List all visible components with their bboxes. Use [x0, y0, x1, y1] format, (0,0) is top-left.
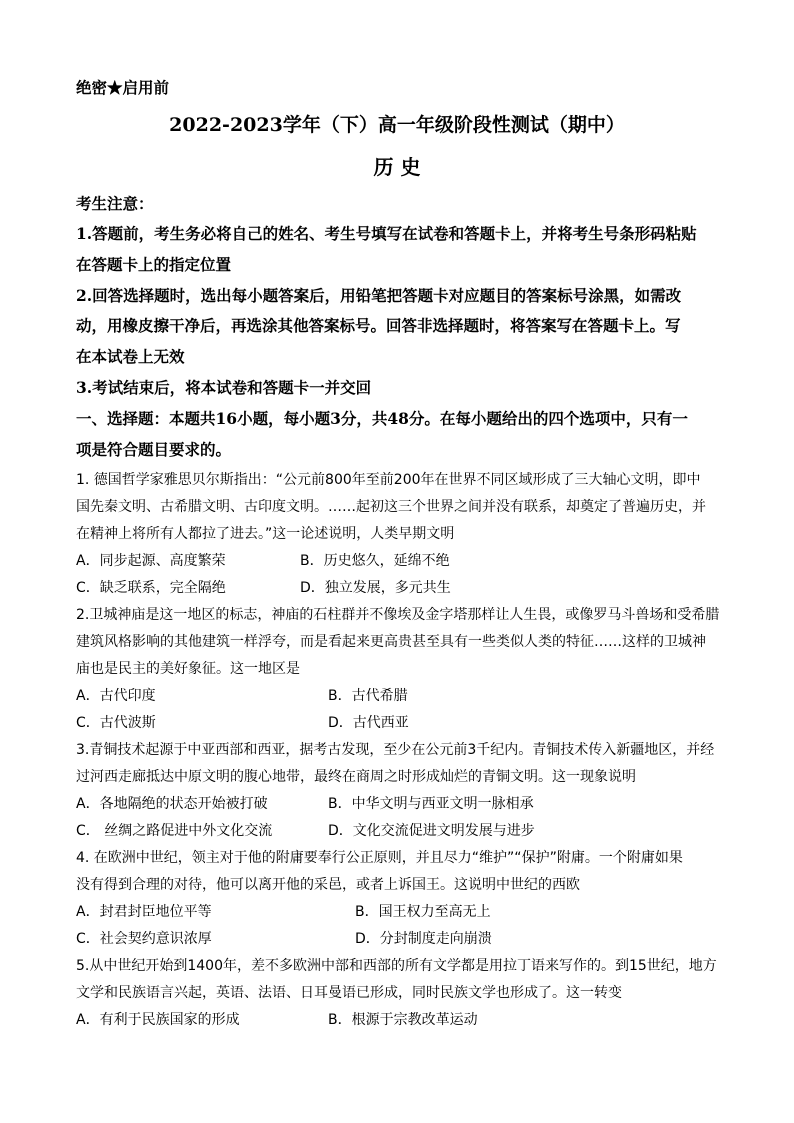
question-4-text: 4. 在欧洲中世纪，领主对于他的附庸要奉行公正原则，并且尽力“维护”“保护”附庸。一个附庸如果 — [76, 850, 683, 866]
question-3-option-a: A．各地隔绝的状态开始被打破 — [76, 796, 268, 812]
question-1-text-cont2: 在精神上将所有人都拉了进去。”这一论述说明，人类早期文明 — [76, 526, 455, 542]
question-5-text: 5.从中世纪开始到1400年，差不多欧洲中部和西部的所有文学都是用拉丁语来写作的。到15世纪，地方 — [76, 958, 717, 974]
question-2-option-a: A．古代印度 — [76, 688, 156, 704]
secret-label: 绝密★启用前 — [76, 78, 170, 97]
exam-title: 2022-2023学年（下）高一年级阶段性测试（期中） — [169, 114, 625, 136]
question-1-option-b: B．历史悠久，延绵不绝 — [300, 553, 450, 569]
section-heading: 一、选择题：本题共16小题，每小题3分，共48分。在每小题给出的四个选项中，只有一 — [76, 409, 688, 428]
notice-item-2-cont2: 在本试卷上无效 — [76, 347, 185, 366]
question-2-text: 2.卫城神庙是这一地区的标志，神庙的石柱群并不像埃及金字塔那样让人生畏，或像罗马斗兽场和受希腊 — [76, 607, 720, 623]
question-3-text: 3.青铜技术起源于中亚西部和西亚，据考古发现，至少在公元前3千纪内。青铜技术传入新疆地区，并经 — [76, 742, 715, 758]
question-3-text-cont: 过河西走廊抵达中原文明的腹心地带，最终在商周之时形成灿烂的青铜文明。这一现象说明 — [76, 769, 636, 785]
question-4-option-a: A．封君封臣地位平等 — [76, 904, 212, 920]
question-1-option-a: A．同步起源、高度繁荣 — [76, 553, 226, 569]
question-4-text-cont: 没有得到合理的对待，他可以离开他的采邑，或者上诉国王。这说明中世纪的西欧 — [76, 877, 580, 893]
question-4-option-c: C．社会契约意识浓厚 — [76, 931, 212, 947]
question-2-text-cont2: 庙也是民主的美好象征。这一地区是 — [76, 661, 300, 677]
subject-title: 历 史 — [373, 155, 421, 179]
question-2-option-b: B．古代希腊 — [328, 688, 408, 704]
notice-item-2: 2.回答选择题时，选出每小题答案后，用铅笔把答题卡对应题目的答案标号涂黑，如需改 — [76, 286, 682, 305]
question-4-option-b: B．国王权力至高无上 — [355, 904, 491, 920]
notice-heading: 考生注意： — [76, 194, 154, 213]
question-2-option-d: D．古代西亚 — [328, 715, 409, 731]
question-2-text-cont: 建筑风格影响的其他建筑一样浮夸，而是看起来更高贵甚至具有一些类似人类的特征……这样的卫城神 — [76, 634, 706, 650]
question-1-text-cont: 国先秦文明、古希腊文明、古印度文明。……起初这三个世界之间并没有联系，却奠定了普遍历史，并 — [76, 499, 706, 515]
question-4-option-d: D．分封制度走向崩溃 — [355, 931, 492, 947]
section-heading-cont: 项是符合题目要求的。 — [76, 440, 232, 459]
question-3-option-b: B．中华文明与西亚文明一脉相承 — [328, 796, 534, 812]
question-1-option-c: C．缺乏联系，完全隔绝 — [76, 580, 226, 596]
question-2-option-c: C．古代波斯 — [76, 715, 156, 731]
notice-item-2-cont: 动，用橡皮擦干净后，再选涂其他答案标号。回答非选择题时，将答案写在答题卡上。写 — [76, 316, 681, 335]
notice-item-1-cont: 在答题卡上的指定位置 — [76, 255, 232, 274]
question-1-text: 1. 德国哲学家雅思贝尔斯指出：“公元前800年至前200年在世界不同区域形成了三大轴心文明，即中 — [76, 472, 701, 488]
notice-item-1: 1.答题前，考生务必将自己的姓名、考生号填写在试卷和答题卡上，并将考生号条形码粘贴 — [76, 224, 697, 243]
question-1-option-d: D．独立发展，多元共生 — [300, 580, 451, 596]
notice-item-3: 3.考试结束后，将本试卷和答题卡一并交回 — [76, 378, 372, 397]
question-5-option-b: B．根源于宗教改革运动 — [328, 1012, 478, 1028]
question-5-option-a: A．有利于民族国家的形成 — [76, 1012, 240, 1028]
question-3-option-d: D．文化交流促进文明发展与进步 — [328, 823, 535, 839]
question-3-option-c: C． 丝绸之路促进中外文化交流 — [76, 823, 273, 839]
question-5-text-cont: 文学和民族语言兴起，英语、法语、日耳曼语已形成，同时民族文学也形成了。这一转变 — [76, 985, 622, 1001]
